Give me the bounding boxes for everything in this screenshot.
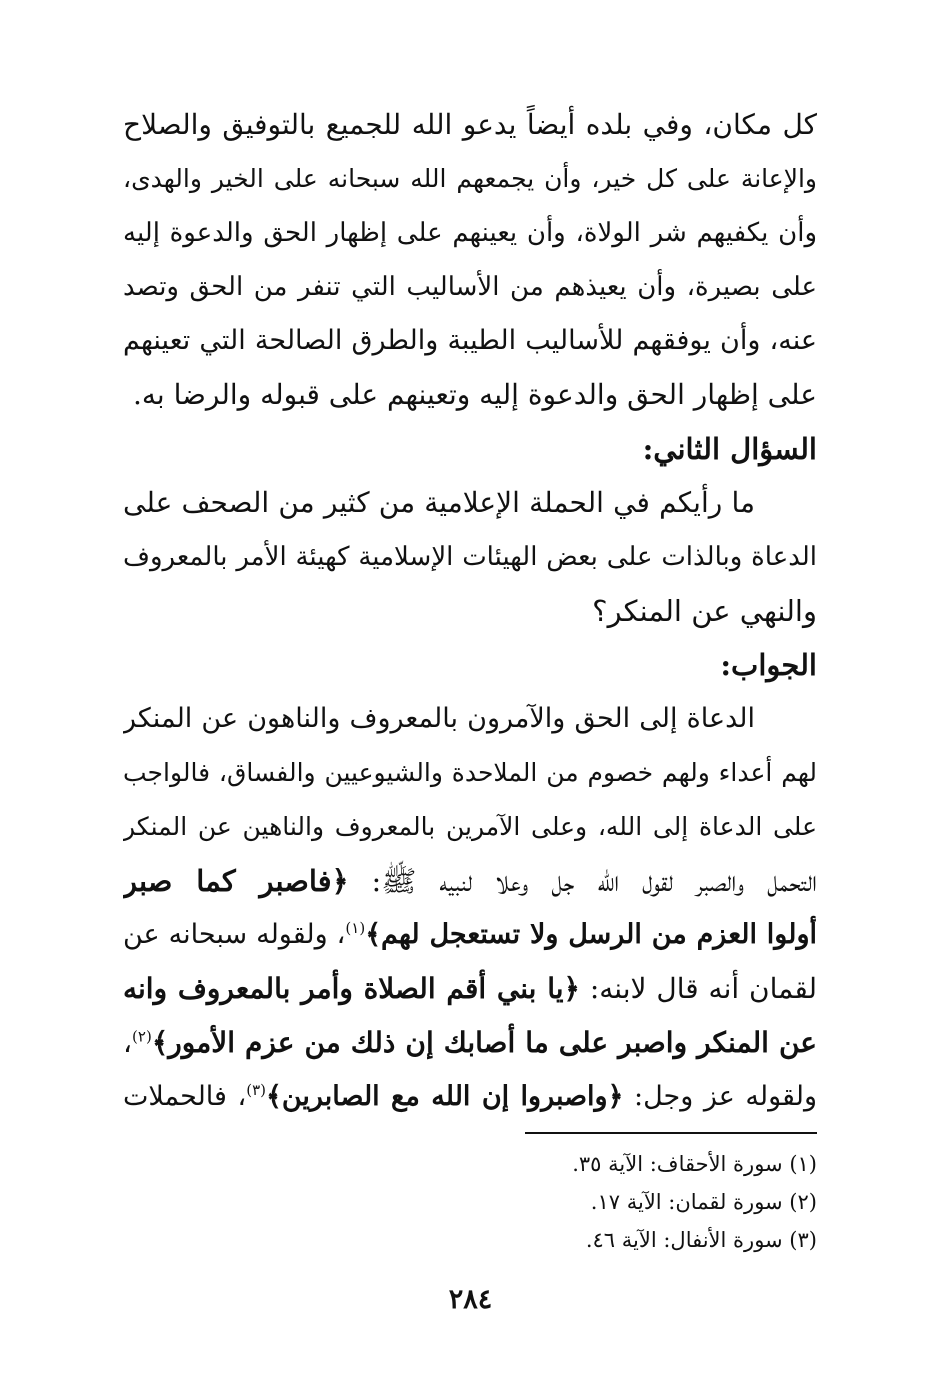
footnote-item: (٣) سورة الأنفال: الآية ٤٦. — [585, 1228, 817, 1252]
answer-text: التحمل والصبر لقول الله جل وعلا لنبيه ﷺ: — [348, 864, 817, 898]
answer-line — [123, 908, 817, 962]
footnote-ref: (١) — [345, 919, 366, 937]
footnote-item: (٢) سورة لقمان: الآية ١٧. — [590, 1190, 817, 1214]
quran-verse: ﴿يا بني أقم الصلاة وأمر بالمعروف وانه — [123, 972, 580, 1005]
text-line: على إظهار الحق والدعوة إليه وتعينهم على قبوله والرضا به. — [132, 378, 817, 411]
question-line: والنهي عن المنكر؟ — [592, 594, 817, 628]
question-line: ما رأيكم في الحملة الإعلامية من كثير من الصحف على — [123, 486, 755, 519]
quran-verse: عن المنكر واصبر على ما أصابك إن ذلك من عزم الأمور﴾ — [151, 1026, 817, 1059]
text-line: والإعانة على كل خير، وأن يجمعهم الله سبحانه على الخير والهدى، — [123, 164, 817, 193]
footnote-item: (١) سورة الأحقاف: الآية ٣٥. — [572, 1152, 817, 1176]
question-heading: السؤال الثاني: — [642, 432, 817, 466]
footnote-ref: (٣) — [246, 1081, 266, 1099]
answer-text: ، ولقوله سبحانه عن — [123, 919, 346, 950]
quran-verse: ﴿فاصبر كما صبر — [123, 864, 349, 898]
text-line: عنه، وأن يوفقهم للأساليب الطيبة والطرق الصالحة التي تعينهم — [123, 325, 817, 356]
paragraph-intro — [123, 98, 817, 1124]
answer-line — [123, 854, 817, 908]
answer-heading: الجواب: — [720, 648, 817, 682]
quran-verse: ﴿واصبروا إن الله مع الصابرين﴾ — [266, 1081, 624, 1112]
answer-line: لهم أعداء ولهم خصوم من الملاحدة والشيوعيين والفساق، فالواجب — [123, 758, 817, 787]
question-line: الدعاة وبالذات على بعض الهيئات الإسلامية كهيئة الأمر بالمعروف — [123, 542, 817, 572]
answer-text: ، فالحملات — [123, 1081, 247, 1112]
quran-verse: أولوا العزم من الرسل ولا تستعجل لهم﴾ — [365, 919, 817, 950]
answer-line: الدعاة إلى الحق والآمرون بالمعروف والناهون عن المنكر — [123, 703, 755, 734]
footnotes — [123, 1145, 817, 1259]
page-number: ٢٨٤ — [448, 1284, 493, 1315]
footnote-divider — [525, 1132, 817, 1134]
footnote-ref: (٢) — [132, 1027, 152, 1046]
answer-text: لقمان أنه قال لابنه: — [579, 972, 817, 1005]
answer-line — [123, 962, 817, 1016]
text-line: كل مكان، وفي بلده أيضاً يدعو الله للجميع بالتوفيق والصلاح — [123, 108, 817, 141]
text-line: وأن يكفيهم شر الولاة، وأن يعينهم على إظهار الحق والدعوة إليه — [123, 218, 817, 248]
answer-text: ولقوله عز وجل: — [623, 1081, 817, 1112]
answer-line — [123, 1070, 817, 1124]
text-line: على بصيرة، وأن يعيذهم من الأساليب التي تنفر من الحق وتصد — [123, 272, 817, 302]
answer-text: ، — [123, 1026, 133, 1059]
answer-line: على الدعاة إلى الله، وعلى الآمرين بالمعروف والناهين عن المنكر — [123, 812, 817, 841]
answer-line — [123, 1016, 817, 1070]
